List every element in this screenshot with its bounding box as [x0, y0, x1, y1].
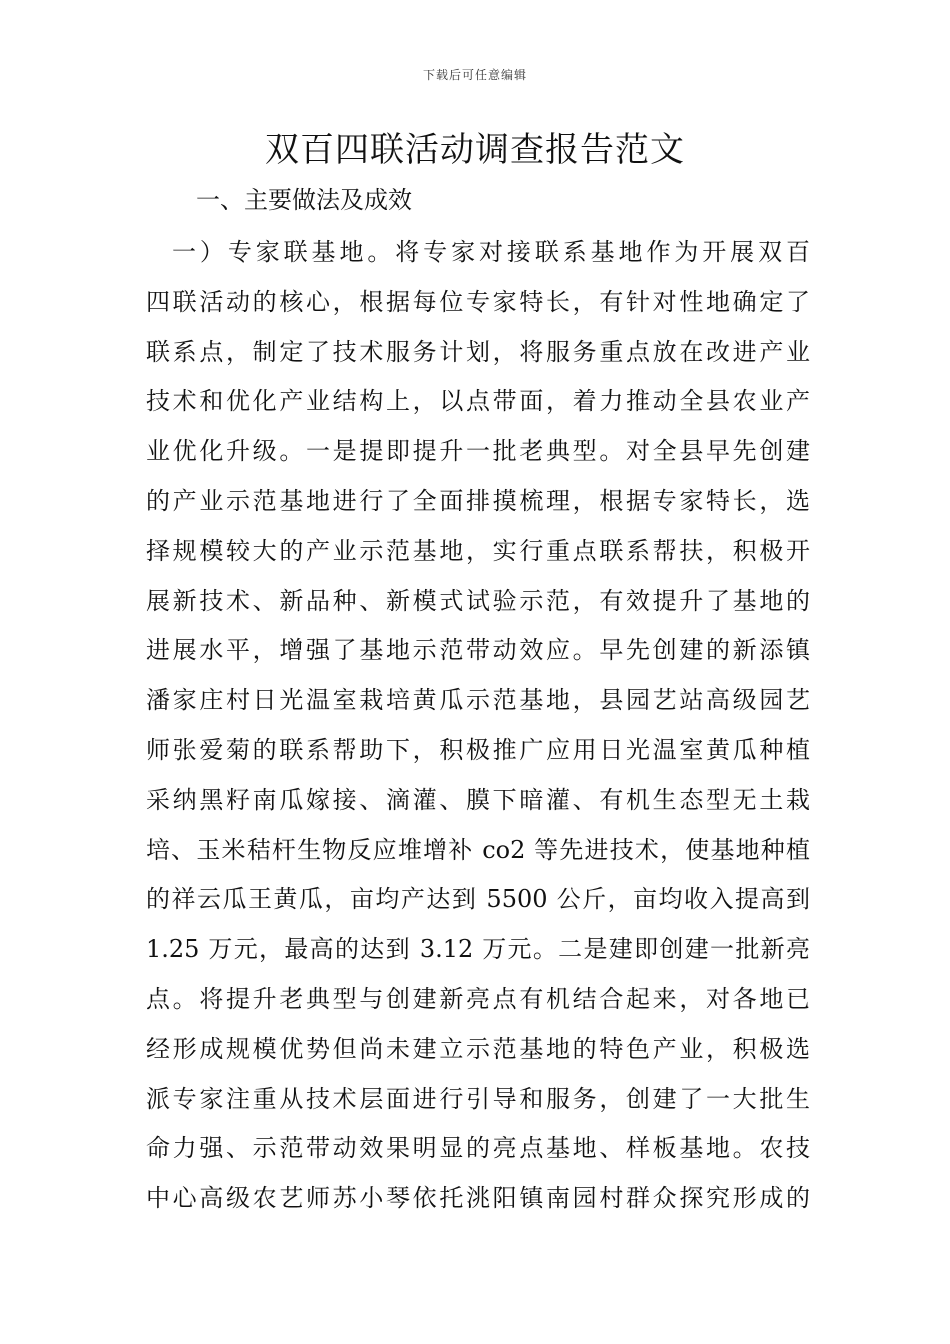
body-line: 业优化升级。一是提即提升一批老典型。对全县早先创建 [146, 437, 810, 466]
body-line: 经形成规模优势但尚未建立示范基地的特色产业，积极选 [146, 1034, 810, 1063]
header-note: 下载后可任意编辑 [422, 68, 527, 82]
body-line: 的产业示范基地进行了全面排摸梳理，根据专家特长，选 [146, 486, 810, 515]
body-line: 培、玉米秸杆生物反应堆增补 co2 等先进技术，使基地种植 [146, 835, 810, 864]
body-line: 展新技术、新品种、新模式试验示范，有效提升了基地的 [146, 586, 810, 615]
body-line: 择规模较大的产业示范基地，实行重点联系帮扶，积极开 [146, 536, 810, 565]
body-line: 进展水平，增强了基地示范带动效应。早先创建的新添镇 [146, 636, 810, 665]
body-line: 师张爱菊的联系帮助下，积极推广应用日光温室黄瓜种植 [146, 735, 810, 764]
section-heading: 一、主要做法及成效 [196, 186, 412, 214]
body-line: 四联活动的核心，根据每位专家特长，有针对性地确定了 [146, 287, 810, 316]
body-line: 1.25 万元，最高的达到 3.12 万元。二是建即创建一批新亮 [146, 935, 810, 964]
body-line: 技术和优化产业结构上，以点带面，着力推动全县农业产 [146, 387, 810, 416]
body-text [146, 228, 810, 1224]
body-line: 中心高级农艺师苏小琴依托洮阳镇南园村群众探究形成的 [146, 1184, 810, 1213]
document-title: 双百四联活动调查报告范文 [265, 130, 685, 170]
body-line: 潘家庄村日光温室栽培黄瓜示范基地，县园艺站高级园艺 [146, 686, 810, 715]
body-line: 点。将提升老典型与创建新亮点有机结合起来，对各地已 [146, 984, 810, 1013]
body-line: 一）专家联基地。将专家对接联系基地作为开展双百 [172, 238, 810, 266]
body-line: 的祥云瓜王黄瓜，亩均产达到 5500 公斤，亩均收入提高到 [146, 885, 810, 914]
body-line: 采纳黑籽南瓜嫁接、滴灌、膜下暗灌、有机生态型无土栽 [146, 785, 810, 814]
body-line: 命力强、示范带动效果明显的亮点基地、样板基地。农技 [146, 1134, 810, 1163]
body-line: 联系点，制定了技术服务计划，将服务重点放在改进产业 [146, 337, 810, 366]
body-line: 派专家注重从技术层面进行引导和服务，创建了一大批生 [146, 1084, 810, 1113]
